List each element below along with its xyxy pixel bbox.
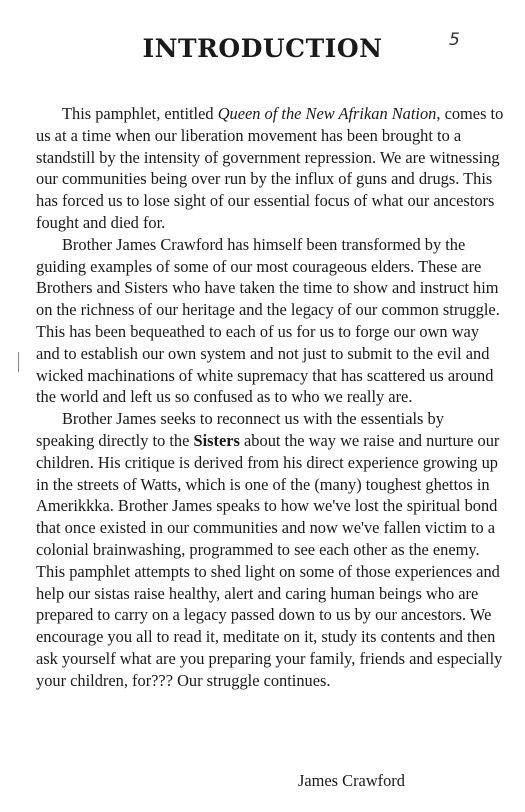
paragraph-3-text-a: Brother James seeks to reconnect us with the essentials by speaking directly to the (36, 409, 444, 450)
paragraph-1-text-b: , comes to us at a time when our liberation movement has been brought to a standstill by the intensity of government repression. We are witnessing our communities being over run by the influx of guns and drugs. This has forced us to lose sight of our essential focus of what our ancestors fought and died for. (36, 104, 504, 232)
author-signature: James Crawford (298, 771, 405, 790)
page-title: INTRODUCTION (142, 34, 383, 63)
paragraph-3 (36, 408, 504, 691)
page-number: 5 (449, 30, 460, 50)
introduction-body (36, 103, 504, 692)
pamphlet-title: Queen of the New Afrikan Nation (217, 104, 437, 123)
paragraph-1-text-a: This pamphlet, entitled (62, 104, 218, 123)
paragraph-2: Brother James Crawford has himself been transformed by the guiding examples of some of our most courageous elders. These are Brothers and Sisters who have taken the time to show and instruct him on the richness of our heritage and the legacy of our common struggle. This has been bequeathed to each of us for us to forge our own way and to establish our own system and not just to submit to the evil and wicked machinations of white supremacy that has scattered us around the world and left us so confused as to who we really are. (36, 234, 500, 407)
margin-pencil-mark (18, 352, 19, 372)
sisters-emphasis: Sisters (193, 430, 240, 450)
paragraph-1 (36, 103, 504, 234)
paragraph-3-text-b: about the way we raise and nurture our children. His critique is derived from his direct experience growing up in the streets of Watts, which is one of the (many) toughest ghettos in Amerikkka. Brother James speaks to how we've lost the spiritual bond that once existed in our communities and now we've fallen victim to a colonial brainwashing, programmed to see each other as the enemy. This pamphlet attempts to shed light on some of those experiences and help our sistas raise healthy, alert and caring human beings who are prepared to carry on a legacy passed down to us by our ancestors. We encourage you all to read it, meditate on it, study its contents and then ask yourself what are you preparing your family, friends and especially your children, for??? Our struggle continues. (36, 430, 503, 690)
